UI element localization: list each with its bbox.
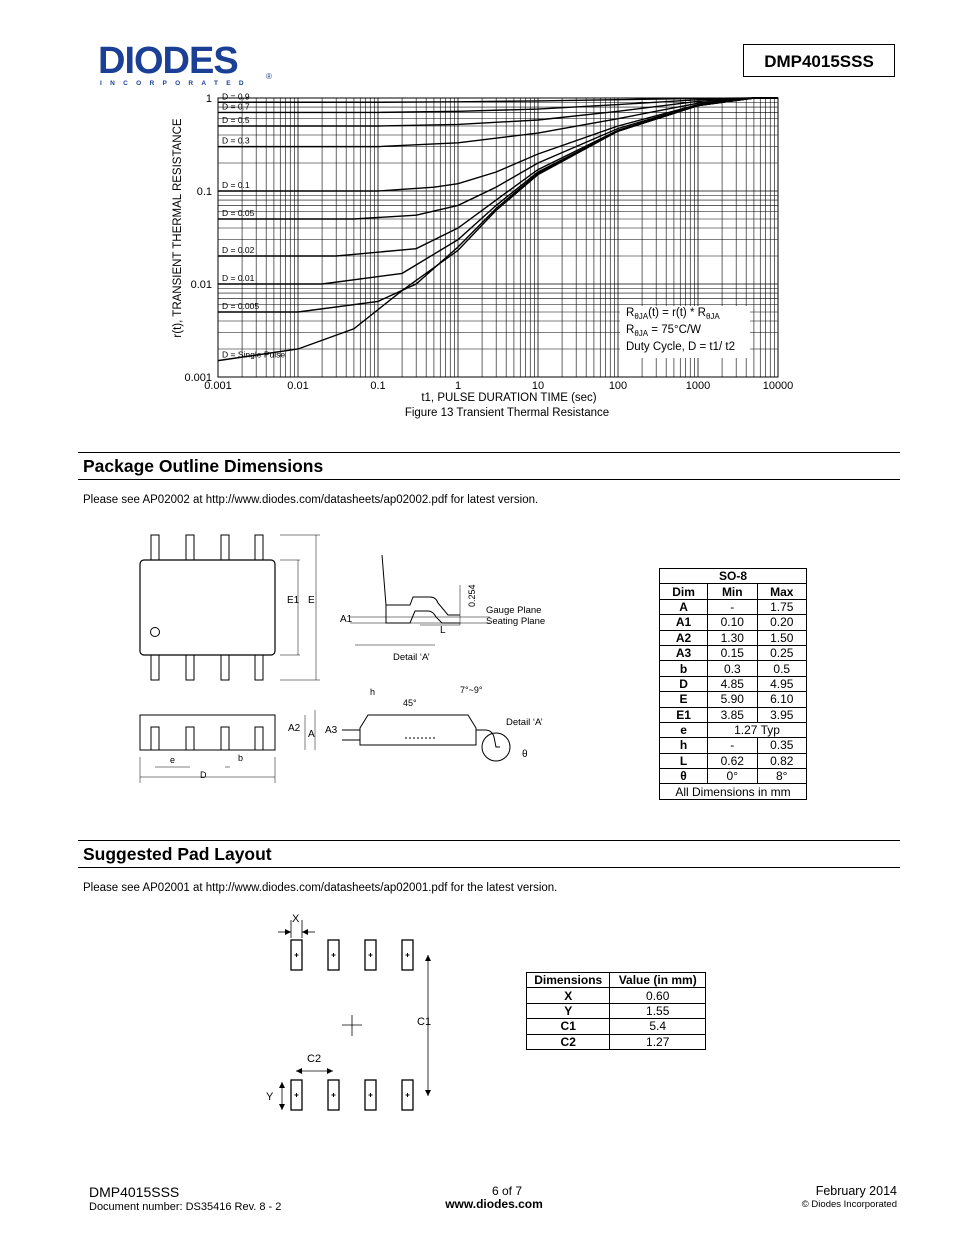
pad-header-value: Value (in mm)	[610, 973, 706, 988]
cell-dim: h	[660, 738, 708, 753]
side-view	[140, 710, 315, 783]
chart-annotation	[620, 306, 750, 358]
top-view	[140, 535, 320, 680]
series-label: D = 0.005	[222, 300, 260, 311]
seating-plane-label: Seating Plane	[486, 616, 546, 627]
cell-value: 1.27	[610, 1034, 706, 1049]
detail-a-label: Detail ‘A’	[393, 652, 430, 663]
cell-max: 8°	[757, 769, 807, 784]
pad-label-Y: Y	[266, 1091, 274, 1103]
label-e: e	[170, 755, 176, 765]
series-label: D = 0.3	[222, 135, 250, 146]
cell-min: 0.62	[708, 753, 757, 768]
table-row	[527, 1019, 706, 1034]
y-tick-label: 0.001	[184, 372, 212, 384]
footer-url[interactable]: www.diodes.com	[445, 1197, 543, 1211]
footer-date: February 2014	[815, 1184, 897, 1198]
series-line	[218, 98, 778, 219]
cell-dim: e	[660, 722, 708, 737]
table-row	[527, 988, 706, 1003]
table-row	[660, 630, 807, 645]
table-row	[660, 661, 807, 676]
cell-dim: θ	[660, 769, 708, 784]
cell-max: 1.50	[757, 630, 807, 645]
label-7-9: 7°~9°	[460, 685, 483, 695]
x-tick-label: 1	[454, 380, 462, 392]
pad-label-C1: C1	[417, 1016, 432, 1028]
label-L: L	[440, 625, 446, 636]
pad-header-dimensions: Dimensions	[527, 973, 610, 988]
table-row	[660, 692, 807, 707]
label-45: 45°	[403, 698, 417, 708]
cell-max: 6.10	[757, 692, 807, 707]
cell-max: 0.25	[757, 645, 807, 660]
cell-dim: E1	[660, 707, 708, 722]
so8-dimension-table	[659, 568, 807, 800]
series-label: D = 0.9	[222, 91, 250, 102]
cell-dim: L	[660, 753, 708, 768]
so8-header-min: Min	[708, 584, 757, 599]
cell-dim: b	[660, 661, 708, 676]
cell-dim: E	[660, 692, 708, 707]
logo-subtitle: INCORPORATED	[100, 80, 252, 87]
label-D: D	[200, 770, 207, 780]
table-row	[660, 753, 807, 768]
cell-max: 4.95	[757, 676, 807, 691]
x-tick-label: 1000	[685, 380, 711, 392]
thermal-chart	[160, 88, 800, 433]
svg-text:RθJA(t) = r(t) * RθJA: $R_{\theta JA}(t) = r(t) * R_{\theta JA}$	[626, 307, 720, 321]
cell-min: 0.10	[708, 615, 757, 630]
series-label: D = 0.01	[222, 273, 255, 283]
table-row	[527, 1003, 706, 1018]
so8-table-body	[660, 599, 807, 799]
cell-max: 0.20	[757, 615, 807, 630]
cell-dim: A3	[660, 645, 708, 660]
table-row	[660, 722, 807, 737]
table-row	[527, 1034, 706, 1049]
series-label: D = 0.1	[222, 180, 250, 190]
bottom-pins	[151, 655, 263, 680]
table-row	[660, 599, 807, 614]
label-h: h	[370, 687, 376, 697]
cell-min: 0°	[708, 769, 757, 784]
package-drawing	[130, 525, 560, 790]
pad-layout-title: Suggested Pad Layout	[78, 840, 900, 868]
series-line	[218, 98, 778, 312]
cell-value: 1.55	[610, 1003, 706, 1018]
cell-max: 0.5	[757, 661, 807, 676]
pad-dimension-table	[526, 972, 706, 1050]
svg-text:RθJA = 75°C/W: $R_{\theta JA} = 75^\circ C/W$	[626, 324, 701, 338]
y-tick-label: 1	[205, 93, 212, 105]
cell-min: -	[708, 599, 757, 614]
table-row	[660, 769, 807, 784]
label-E: E	[308, 595, 315, 606]
table-row	[660, 707, 807, 722]
so8-header-dim: Dim	[660, 584, 708, 599]
side-view-right	[342, 715, 510, 761]
cell-dimension: Y	[527, 1003, 610, 1018]
gauge-plane-label: Gauge Plane	[486, 605, 542, 616]
pad-layout-note: Please see AP02001 at http://www.diodes.com/datasheets/ap02001.pdf for the latest version.	[83, 882, 558, 894]
label-A2: A2	[288, 723, 301, 734]
x-tick-label: 10	[531, 380, 545, 392]
x-tick-label: 0.01	[287, 380, 309, 392]
cell-dimension: C2	[527, 1034, 610, 1049]
part-number-box: DMP4015SSS	[743, 44, 895, 77]
cell-min: 5.90	[708, 692, 757, 707]
pad-label-X: X	[292, 913, 300, 925]
label-A1: A1	[340, 614, 353, 625]
cell-dim: A	[660, 599, 708, 614]
y-axis-label: r(t), TRANSIENT THERMAL RESISTANCE	[172, 118, 184, 338]
label-gauge: 0.254	[467, 584, 477, 607]
chart-series-labels	[222, 91, 285, 359]
cell-max: 1.75	[757, 599, 807, 614]
cell-dim: A1	[660, 615, 708, 630]
table-row	[660, 645, 807, 660]
pad-label-C2: C2	[307, 1053, 322, 1065]
footer-part: DMP4015SSS	[89, 1184, 180, 1200]
cell-dim: D	[660, 676, 708, 691]
cell-min: 0.15	[708, 645, 757, 660]
so8-table-footer: All Dimensions in mm	[660, 784, 807, 799]
table-footer-row	[660, 784, 807, 799]
cell-value: 0.60	[610, 988, 706, 1003]
x-tick-label: 0.1	[370, 380, 386, 392]
label-b: b	[238, 753, 244, 763]
package-outline-title: Package Outline Dimensions	[78, 452, 900, 480]
cell-min: -	[708, 738, 757, 753]
cell-min: 3.85	[708, 707, 757, 722]
series-label: D = 0.5	[222, 114, 250, 125]
cell-max: 3.95	[757, 707, 807, 722]
series-label: D = 0.7	[222, 101, 250, 112]
y-tick-label: 0.1	[196, 186, 212, 198]
footer-copyright: © Diodes Incorporated	[801, 1199, 897, 1210]
detail-a-label-2: Detail ‘A’	[506, 717, 543, 728]
cell-max: 0.35	[757, 738, 807, 753]
pad-drawing	[260, 910, 460, 1115]
table-row	[660, 615, 807, 630]
series-label: D = 0.05	[222, 207, 255, 218]
cell-min: 0.3	[708, 661, 757, 676]
chart-caption: Figure 13 Transient Thermal Resistance	[404, 407, 610, 419]
footer-doc-number: Document number: DS35416 Rev. 8 - 2	[89, 1201, 282, 1213]
label-E1: E1	[287, 595, 300, 606]
company-logo: DIODES	[98, 40, 238, 82]
table-row	[660, 676, 807, 691]
pad-table-body	[527, 988, 706, 1050]
cell-min: 1.30	[708, 630, 757, 645]
series-label: D = 0.02	[222, 245, 255, 256]
x-tick-label: 100	[608, 380, 628, 392]
label-theta: θ	[522, 749, 528, 760]
cell-dimension: X	[527, 988, 610, 1003]
cell-typ: 1.27 Typ	[708, 722, 807, 737]
registered-mark: ®	[266, 72, 272, 81]
cell-min: 4.85	[708, 676, 757, 691]
cell-value: 5.4	[610, 1019, 706, 1034]
cell-max: 0.82	[757, 753, 807, 768]
x-axis-label: t1, PULSE DURATION TIME (sec)	[421, 392, 597, 404]
footer-page: 6 of 7	[491, 1184, 523, 1198]
series-label: D = Single Pulse	[222, 349, 286, 360]
so8-header-max: Max	[757, 584, 807, 599]
x-tick-label: 0.001	[204, 380, 232, 392]
so8-table-title: SO-8	[660, 569, 807, 584]
cell-dimension: C1	[527, 1019, 610, 1034]
package-outline-note: Please see AP02002 at http://www.diodes.com/datasheets/ap02002.pdf for latest version.	[83, 494, 539, 506]
table-row	[660, 738, 807, 753]
x-tick-label: 10000	[762, 380, 794, 392]
svg-text:Duty Cycle, D = t1/ t2: Duty Cycle, D = t1/ t2	[626, 341, 735, 353]
cell-dim: A2	[660, 630, 708, 645]
top-pins	[151, 535, 263, 560]
label-A: A	[308, 729, 315, 740]
y-tick-label: 0.01	[190, 279, 212, 291]
label-A3: A3	[325, 725, 338, 736]
